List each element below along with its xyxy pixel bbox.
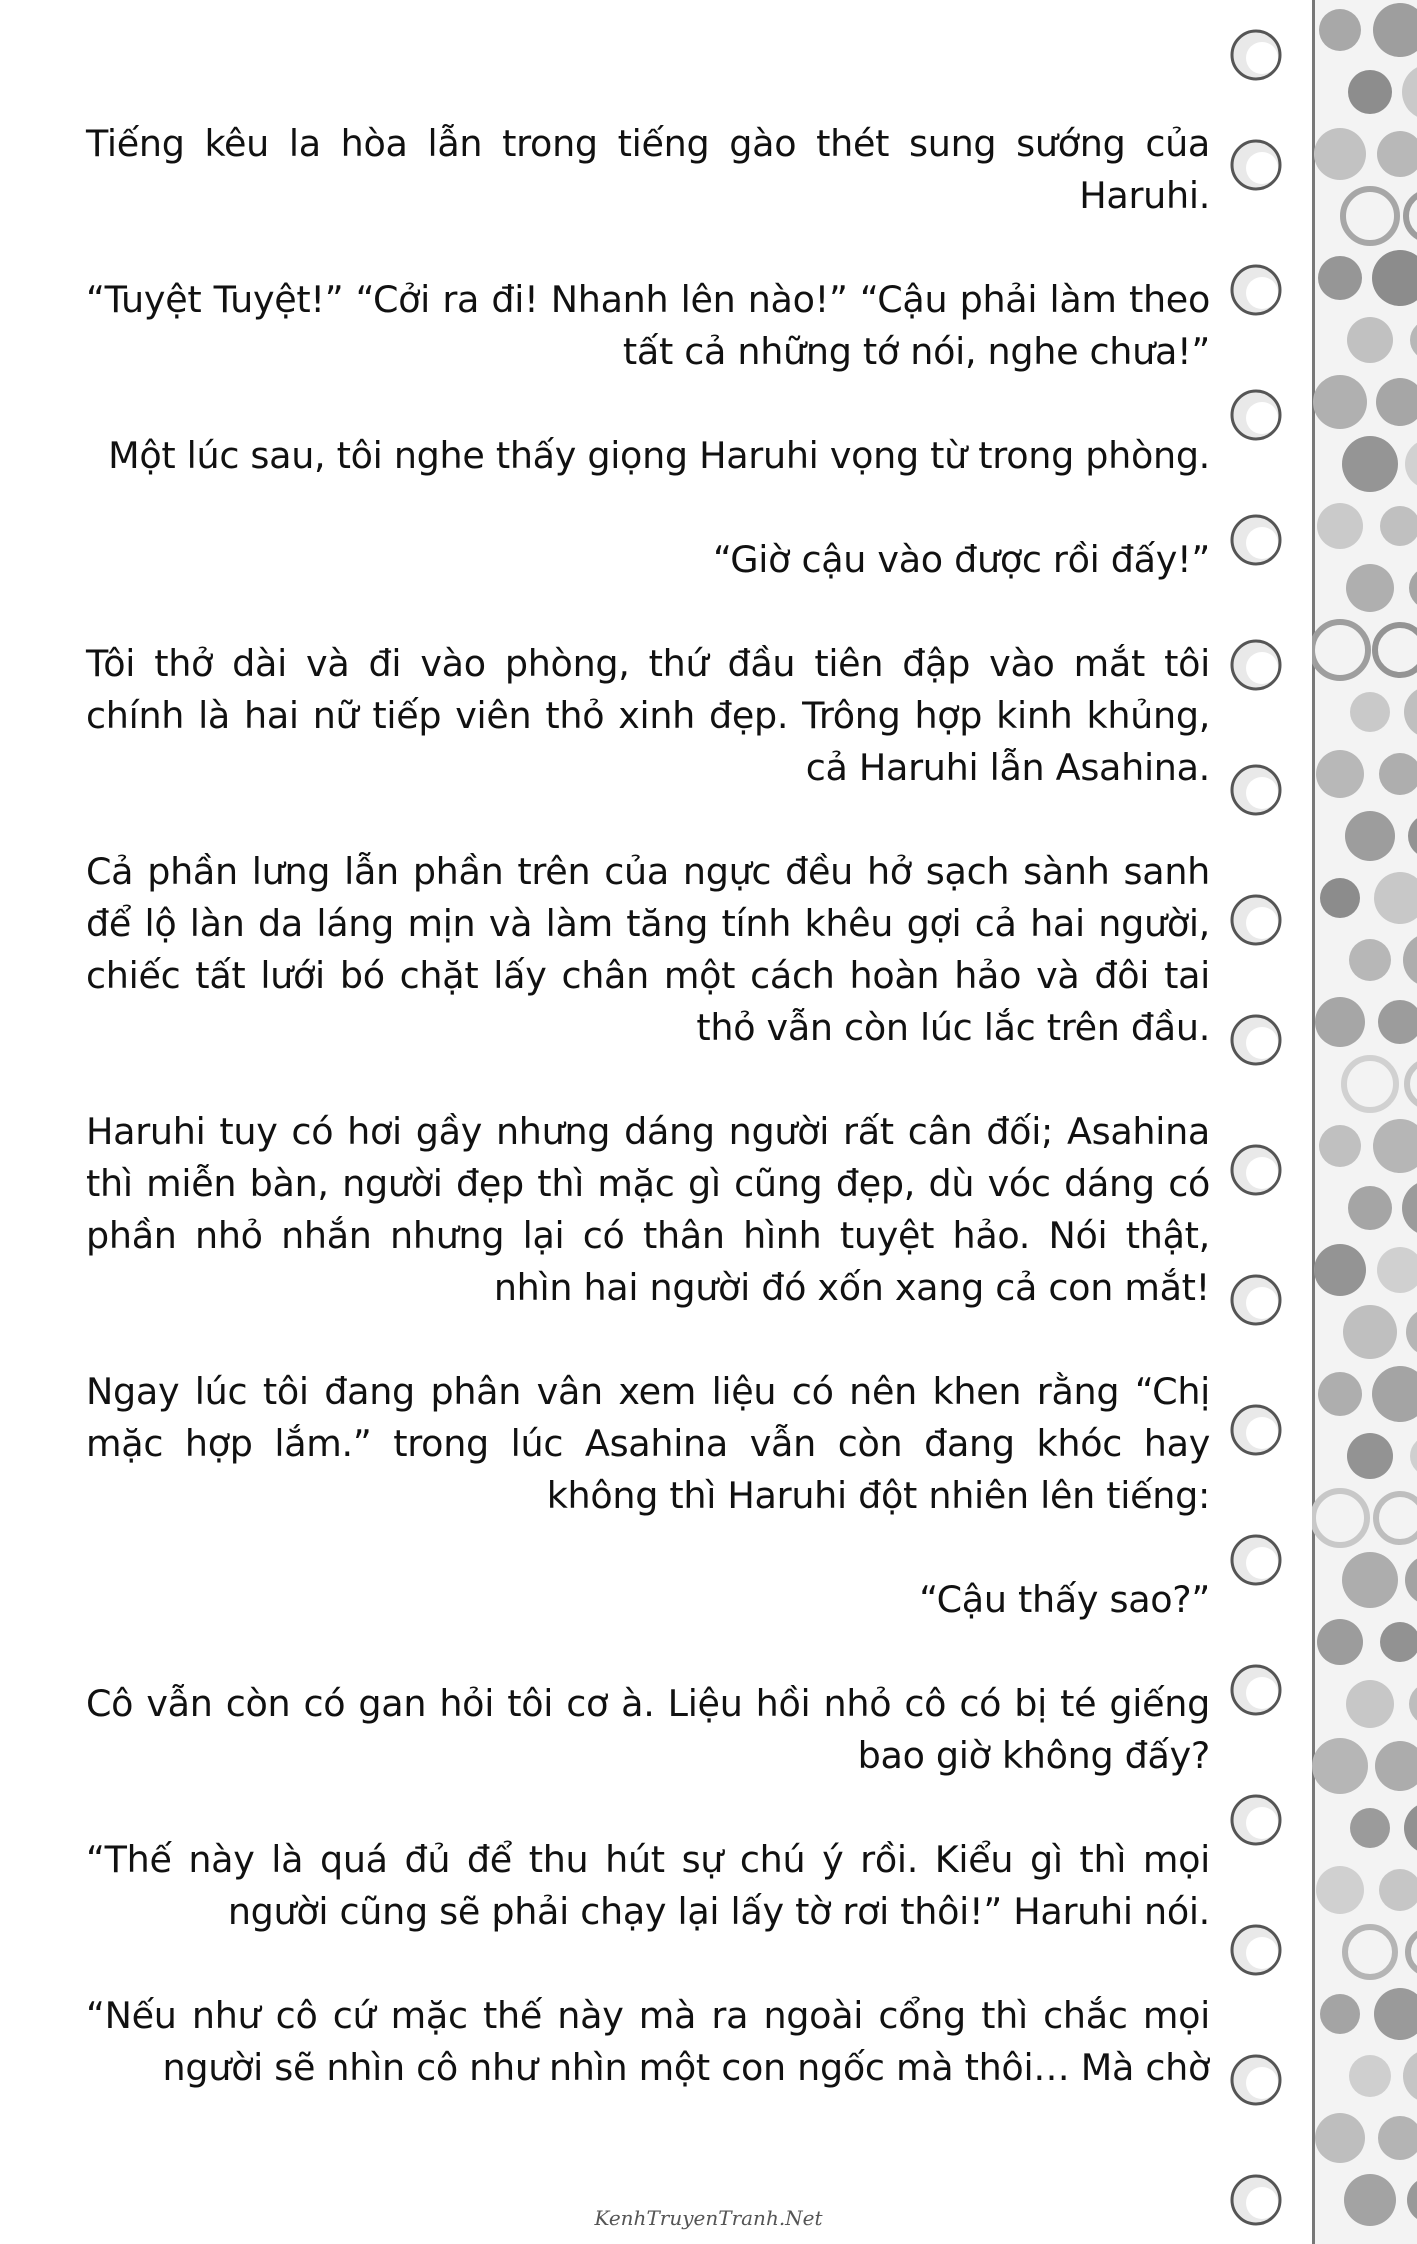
binding-ring-icon (1232, 1016, 1280, 1064)
pattern-dot (1342, 436, 1398, 492)
text-column (86, 118, 1210, 2146)
pattern-dot (1318, 1372, 1362, 1416)
binding-ring-icon (1232, 896, 1280, 944)
binding-ring-icon (1232, 1406, 1280, 1454)
binding-ring-icon (1232, 2056, 1280, 2104)
binding-ring-icon (1232, 1796, 1280, 1844)
pattern-dot (1317, 1619, 1363, 1665)
paragraph-8: Ngay lúc tôi đang phân vân xem liệu có nên khen rằng “Chị mặc hợp lắm.” trong lúc Asahina vẫn còn đang khóc hay không thì Haruhi đột nhiên lên tiếng: (86, 1370, 1210, 1517)
paragraph-4: “Giờ cậu vào được rồi đấy!” (712, 538, 1210, 581)
pattern-dot (1347, 317, 1393, 363)
pattern-dot (1319, 1125, 1361, 1167)
pattern-dot (1315, 2113, 1365, 2163)
binding-ring-icon (1232, 1276, 1280, 1324)
binding-ring-icon (1232, 1666, 1280, 1714)
binding-ring-icon (1232, 641, 1280, 689)
paragraph-11: “Thế này là quá đủ để thu hút sự chú ý rồi. Kiểu gì thì mọi người cũng sẽ phải chạy lại lấy tờ rơi thôi!” Haruhi nói. (86, 1838, 1210, 1933)
pattern-dot (1345, 811, 1395, 861)
binding-ring-icon (1232, 141, 1280, 189)
pattern-dot (1316, 1866, 1364, 1914)
paragraph-3: Một lúc sau, tôi nghe thấy giọng Haruhi vọng từ trong phòng. (108, 434, 1210, 477)
pattern-dot (1347, 1433, 1393, 1479)
binding-ring-icon (1232, 1926, 1280, 1974)
binding-ring-icon (1232, 31, 1280, 79)
pattern-dot (1350, 692, 1390, 732)
pattern-dot (1313, 375, 1367, 429)
pattern-dot (1349, 939, 1391, 981)
pattern-dot (1314, 128, 1366, 180)
paragraph-9: “Cậu thấy sao?” (919, 1578, 1210, 1621)
binding-ring-icon (1232, 266, 1280, 314)
pattern-dot (1314, 1244, 1366, 1296)
pattern-dot (1343, 1305, 1397, 1359)
pattern-dot (1312, 1738, 1368, 1794)
pattern-dot (1342, 1552, 1398, 1608)
paragraph-2: “Tuyệt Tuyệt!” “Cởi ra đi! Nhanh lên nào!” “Cậu phải làm theo tất cả những tớ nói, nghe chưa!” (86, 278, 1210, 373)
pattern-dot (1320, 1994, 1360, 2034)
pattern-dot (1348, 1186, 1392, 1230)
pattern-dot (1316, 750, 1364, 798)
paragraph-1: Tiếng kêu la hòa lẫn trong tiếng gào thét sung sướng của Haruhi. (86, 122, 1210, 217)
dotted-margin-decoration (1312, 0, 1417, 2244)
pattern-dot (1319, 9, 1361, 51)
paragraph-10: Cô vẫn còn có gan hỏi tôi cơ à. Liệu hồi nhỏ cô có bị té giếng bao giờ không đấy? (86, 1682, 1210, 1777)
paragraph-7: Haruhi tuy có hơi gầy nhưng dáng người rất cân đối; Asahina thì miễn bàn, người đẹp thì mặc gì cũng đẹp, dù vóc dáng có phần nhỏ nhắn nhưng lại có thân hình tuyệt hảo. Nói thật, nhìn hai người đó xốn xang cả con mắt! (86, 1110, 1210, 1309)
pattern-dot (1318, 256, 1362, 300)
pattern-dot (1349, 2055, 1391, 2097)
pattern-dot (1315, 997, 1365, 1047)
pattern-dot (1348, 70, 1392, 114)
pattern-dot (1320, 878, 1360, 918)
pattern-dot (1346, 1680, 1394, 1728)
paragraph-6: Cả phần lưng lẫn phần trên của ngực đều hở sạch sành sanh để lộ làn da láng mịn và làm tăng tính khêu gợi cả hai người, chiếc tất lưới bó chặt lấy chân một cách hoàn hảo và đôi tai thỏ vẫn còn lúc lắc trên đầu. (86, 850, 1210, 1049)
binding-ring-icon (1232, 1536, 1280, 1584)
binding-ring-icon (1232, 516, 1280, 564)
binding-ring-icon (1232, 391, 1280, 439)
pattern-dot (1346, 564, 1394, 612)
paragraph-12: “Nếu như cô cứ mặc thế này mà ra ngoài cổng thì chắc mọi người sẽ nhìn cô như nhìn một con ngốc mà thôi… Mà chờ (86, 1994, 1210, 2089)
pattern-dot (1317, 503, 1363, 549)
binding-ring-icon (1232, 1146, 1280, 1194)
watermark-text: KenhTruyenTranh.Net (594, 2206, 823, 2230)
pattern-dot (1350, 1808, 1390, 1848)
paragraph-5: Tôi thở dài và đi vào phòng, thứ đầu tiên đập vào mắt tôi chính là hai nữ tiếp viên thỏ xinh đẹp. Trông hợp kinh khủng, cả Haruhi lẫn Asahina. (86, 642, 1210, 789)
binding-ring-icon (1232, 766, 1280, 814)
